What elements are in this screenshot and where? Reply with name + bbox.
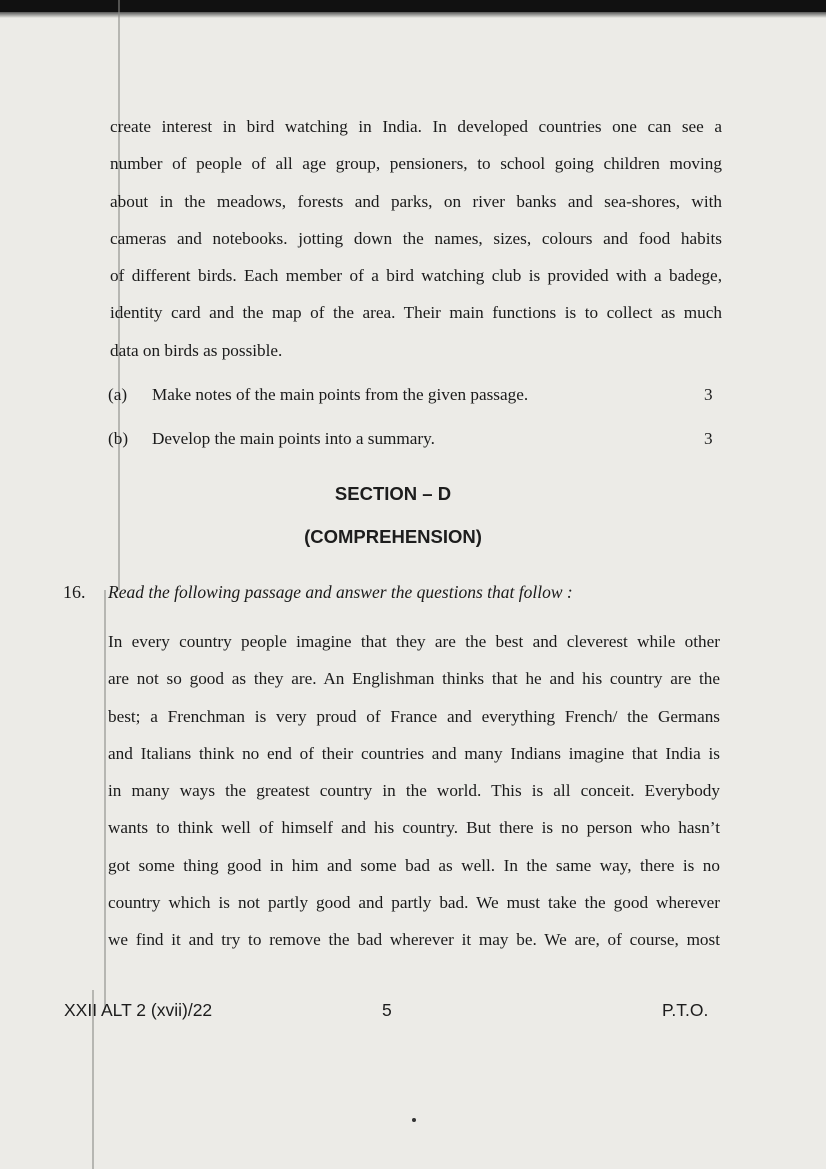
paper-code: XXII ALT 2 (xvii)/22: [64, 1000, 213, 1020]
passage-line: data on birds as possible.: [110, 340, 283, 360]
section-title: SECTION – D: [334, 483, 452, 504]
question-label: (a): [108, 385, 128, 404]
question-marks: 3: [704, 385, 713, 404]
passage-line: number of people of all age group, pensioners, to school going children moving: [110, 154, 722, 174]
question-marks: 3: [704, 429, 713, 448]
question-text: Make notes of the main points from the given passage.: [152, 385, 529, 404]
question-instruction: Read the following passage and answer the questions that follow :: [108, 582, 573, 602]
please-turn-over: P.T.O.: [662, 1000, 709, 1020]
question-number: 16.: [63, 582, 86, 602]
passage-line: and Italians think no end of their countries and many Indians imagine that India is: [108, 743, 720, 763]
page-number: 5: [382, 1000, 392, 1020]
passage-line: In every country people imagine that they are the best and cleverest while other: [108, 632, 720, 651]
passage-line: wants to think well of himself and his country. But there is no person who hasn’t: [108, 818, 720, 838]
passage-continuation: [110, 108, 810, 369]
question-text: Develop the main points into a summary.: [152, 429, 435, 448]
passage-line: cameras and notebooks. jotting down the names, sizes, colours and food habits: [110, 228, 722, 248]
passage-line: country which is not partly good and partly bad. We must take the good wherever: [108, 893, 720, 913]
section-subtitle: (COMPREHENSION): [304, 526, 482, 547]
question-a: [108, 383, 718, 407]
passage-line: we find it and try to remove the bad wherever it may be. We are, of course, most: [108, 930, 720, 950]
comprehension-passage: [108, 623, 808, 959]
scan-top-shadow: [0, 12, 826, 18]
passage-line: are not so good as they are. An Englishman thinks that he and his country are the: [108, 669, 720, 689]
question-label: (b): [108, 429, 129, 448]
passage-line: identity card and the map of the area. Their main functions is to collect as much: [110, 303, 722, 323]
passage-line: in many ways the greatest country in the world. This is all conceit. Everybody: [108, 781, 720, 801]
passage-line: create interest in bird watching in India. In developed countries one can see a: [110, 117, 722, 136]
passage-line: about in the meadows, forests and parks, on river banks and sea-shores, with: [110, 191, 722, 211]
scan-speck: [412, 1118, 416, 1122]
passage-line: of different birds. Each member of a bird watching club is provided with a badege,: [110, 266, 722, 286]
scan-top-edge: [0, 0, 826, 12]
scan-margin-line: [104, 590, 106, 1010]
passage-line: best; a Frenchman is very proud of France and everything French/ the Germans: [108, 706, 720, 726]
passage-line: got some thing good in him and some bad as well. In the same way, there is no: [108, 855, 720, 875]
question-b: [108, 427, 718, 451]
